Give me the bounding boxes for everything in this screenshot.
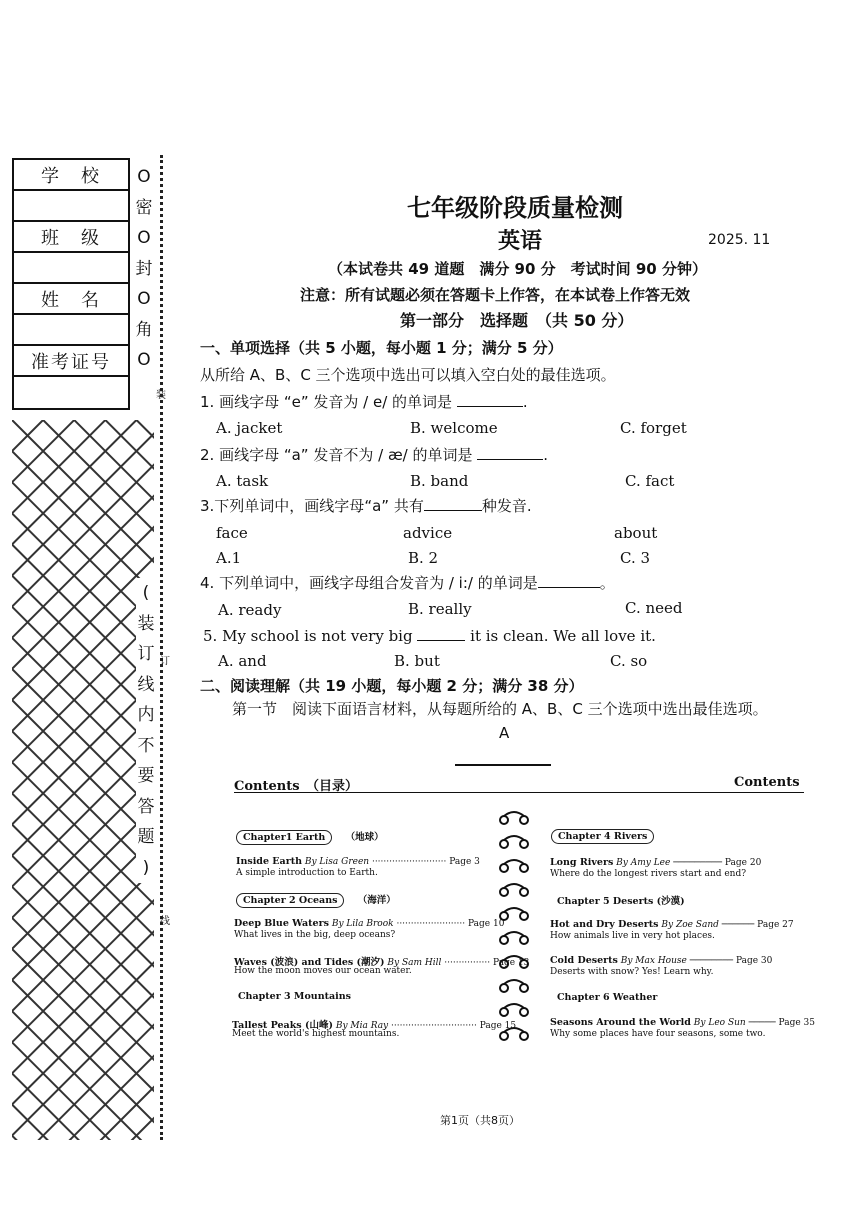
toc-entry: Deep Blue Waters By Lila Brook ························ Page 10 <box>234 918 505 929</box>
entry-page: Page 3 <box>449 857 480 867</box>
toc-entry: Waves (波浪) and Tides (潮汐) By Sam Hill ················ Page 13 <box>234 957 530 968</box>
part-one-heading: 第一部分 选择题 （共 50 分） <box>400 311 634 330</box>
class-label: 班 级 <box>14 222 128 253</box>
entry-author: By Zoe Sand <box>661 920 719 930</box>
binding-char: 内 <box>137 705 155 725</box>
contents-left-head: Contents （目录） <box>234 779 359 794</box>
word-about: about <box>614 524 658 542</box>
chapter-2 <box>236 892 396 906</box>
option-a: A. ready <box>218 601 282 619</box>
entry-title: Long Rivers <box>550 857 614 868</box>
entry-title: Hot and Dry Deserts <box>550 919 659 930</box>
entry-page: Page 20 <box>724 858 762 868</box>
chapter-title: Chapter 4 Rivers <box>551 829 654 844</box>
question-1 <box>200 391 528 412</box>
entry-desc: Deserts with snow? Yes! Learn why. <box>550 967 714 977</box>
entry-page: Page 27 <box>757 920 794 930</box>
entry-author: By Sam Hill <box>387 958 442 968</box>
entry-page: Page 30 <box>735 956 773 966</box>
question-stem: 2. 画线字母 “a” 发音不为 / æ/ 的单词是 <box>200 446 473 464</box>
chapter-title: Chapter1 Earth <box>236 830 332 845</box>
entry-desc: A simple introduction to Earth. <box>236 868 378 878</box>
chapter-cn: （地球） <box>345 832 384 843</box>
entry-page: Page 13 <box>492 958 530 968</box>
exam-number-label: 准考证号 <box>14 346 128 377</box>
toc-entry: Tallest Peaks (山峰) By Mia Ray ······························ Page 15 <box>232 1020 517 1031</box>
binding-char: 要 <box>137 766 155 786</box>
seal-char: 角 <box>135 319 153 340</box>
option-b: B. but <box>394 652 440 670</box>
chapter-title: Chapter 2 Oceans <box>236 893 344 908</box>
binding-char: 装 <box>137 613 155 634</box>
entry-title: Cold Deserts <box>550 955 618 966</box>
option-a: A. and <box>218 652 267 670</box>
exam-date: 2025. 11 <box>708 232 771 248</box>
option-c: C. 3 <box>620 549 651 567</box>
seal-line-text <box>134 162 154 376</box>
section1-instruction: 从所给 A、B、C 三个选项中选出可以填入空白处的最佳选项。 <box>200 366 616 384</box>
option-a: A.1 <box>216 549 242 567</box>
decorative-lattice <box>12 420 154 1140</box>
page-number: 第1页（共8页） <box>440 1114 520 1127</box>
answer-blank <box>417 626 465 641</box>
binding-small-char: 线 <box>160 916 170 927</box>
word-face: face <box>216 524 248 542</box>
entry-page: Page 15 <box>479 1021 517 1031</box>
option-b: B. band <box>410 472 469 490</box>
seal-char: O <box>137 350 151 370</box>
option-b: B. welcome <box>410 419 498 437</box>
seal-char: O <box>137 228 151 248</box>
entry-author: By Lisa Green <box>304 857 370 867</box>
chapter-3 <box>238 991 351 1002</box>
chapter-title: Chapter 6 Weather <box>557 992 658 1003</box>
binding-char: 不 <box>137 735 155 756</box>
binding-char: ( <box>142 583 150 603</box>
section1-heading: 一、单项选择（共 5 小题，每小题 1 分；满分 5 分） <box>200 339 563 357</box>
exam-notice: 注意：所有试题必须在答题卡上作答，在本试卷上作答无效 <box>300 286 691 304</box>
entry-desc: How the moon moves our ocean water. <box>234 966 412 976</box>
binding-small-char: 订 <box>160 656 170 667</box>
question-stem: 4. 下列单词中，画线字母组合发音为 / i:/ 的单词是 <box>200 574 538 592</box>
seal-char: O <box>137 289 151 309</box>
entry-author: By Lila Brook <box>331 919 394 929</box>
exam-info: （本试卷共 49 道题 满分 90 分 考试时间 90 分钟） <box>328 260 707 278</box>
entry-title: Seasons Around the World <box>550 1017 691 1028</box>
answer-blank <box>538 573 600 588</box>
option-a: A. jacket <box>216 419 283 437</box>
entry-desc: Why some places have four seasons, some two. <box>550 1029 766 1039</box>
question-stem: 1. 画线字母 “e” 发音为 / e/ 的单词是 <box>200 393 453 411</box>
school-label: 学 校 <box>14 160 128 191</box>
option-a: A. task <box>216 472 269 490</box>
binding-line-text <box>136 578 156 883</box>
binding-char: 题 <box>137 827 155 847</box>
seal-char: 密 <box>135 197 153 218</box>
binding-dotted-line <box>160 155 163 1140</box>
exam-number-field[interactable] <box>14 377 128 408</box>
chapter-cn: （海洋） <box>357 895 396 906</box>
entry-title: Deep Blue Waters <box>234 918 329 929</box>
question-3 <box>200 495 532 516</box>
contents-rule <box>234 792 804 793</box>
option-c: C. forget <box>620 419 687 437</box>
name-field[interactable] <box>14 315 128 346</box>
seal-char: O <box>137 167 151 187</box>
toc-entry: Long Rivers By Amy Lee ───────── Page 20 <box>550 857 762 868</box>
chapter-title: Chapter 5 Deserts (沙漠) <box>557 896 685 907</box>
option-b: B. really <box>408 600 472 618</box>
answer-blank <box>424 496 482 511</box>
question-stem: 3.下列单词中，画线字母“a” 共有 <box>200 497 424 515</box>
entry-author: By Amy Lee <box>616 858 671 868</box>
entry-author: By Max House <box>620 956 687 966</box>
question-end: . <box>522 393 528 411</box>
question-stem: 5. My school is not very big <box>203 627 413 645</box>
binding-char: 订 <box>137 644 155 664</box>
section2-instruction: 第一节 阅读下面语言材料，从每题所给的 A、B、C 三个选项中选出最佳选项。 <box>232 700 768 718</box>
option-c: C. so <box>610 652 648 670</box>
school-field[interactable] <box>14 191 128 222</box>
entry-desc: How animals live in very hot places. <box>550 931 715 941</box>
question-end: it is clean. We all love it. <box>470 627 656 645</box>
seal-char: 封 <box>135 258 153 279</box>
class-field[interactable] <box>14 253 128 284</box>
option-c: C. need <box>625 599 683 617</box>
exam-subject: 英语 <box>497 229 542 254</box>
binding-char: 答 <box>137 796 155 817</box>
option-c: C. fact <box>625 472 675 490</box>
toc-entry: Hot and Dry Deserts By Zoe Sand ────── Page 27 <box>550 919 794 930</box>
binding-char: ) <box>142 857 150 878</box>
entry-desc: Meet the world's highest mountains. <box>232 1029 400 1039</box>
question-end: 种发音. <box>481 497 532 515</box>
section2-heading: 二、阅读理解（共 19 小题，每小题 2 分；满分 38 分） <box>200 677 584 695</box>
answer-blank <box>457 392 523 407</box>
entry-author: By Mia Ray <box>335 1021 389 1031</box>
question-2 <box>200 444 548 465</box>
entry-author: By Leo Sun <box>693 1018 746 1028</box>
question-end: 。 <box>599 574 615 592</box>
question-end: . <box>543 446 549 464</box>
toc-entry: Seasons Around the World By Leo Sun ───── Page 35 <box>550 1017 815 1028</box>
chapter-6 <box>557 992 657 1003</box>
name-label: 姓 名 <box>14 284 128 315</box>
toc-entry: Inside Earth By Lisa Green ·························· Page 3 <box>236 856 480 867</box>
exam-title: 七年级阶段质量检测 <box>407 194 623 222</box>
option-b: B. 2 <box>408 549 439 567</box>
question-4 <box>200 572 615 593</box>
entry-title: Waves (波浪) and Tides (潮汐) <box>234 957 385 968</box>
chapter-4 <box>551 831 654 842</box>
chapter-1 <box>236 829 384 843</box>
question-5 <box>203 626 656 645</box>
binding-char: 线 <box>137 674 155 695</box>
answer-blank <box>477 445 543 460</box>
contents-right-head: Contents <box>734 775 800 790</box>
entry-desc: What lives in the big, deep oceans? <box>234 930 396 940</box>
seal-small-char: 装 <box>156 390 166 401</box>
entry-desc: Where do the longest rivers start and end? <box>550 869 747 879</box>
passage-divider <box>455 764 551 766</box>
entry-page: Page 10 <box>468 919 505 929</box>
passage-label: A <box>499 724 510 742</box>
chapter-title: Chapter 3 Mountains <box>238 991 352 1002</box>
entry-title: Inside Earth <box>236 856 302 867</box>
entry-title: Tallest Peaks (山峰) <box>232 1020 333 1031</box>
entry-page: Page 35 <box>778 1018 815 1028</box>
toc-entry: Cold Deserts By Max House ──────── Page 30 <box>550 955 773 966</box>
word-advice: advice <box>403 524 453 542</box>
student-info-table <box>12 158 130 410</box>
chapter-5 <box>557 893 685 907</box>
